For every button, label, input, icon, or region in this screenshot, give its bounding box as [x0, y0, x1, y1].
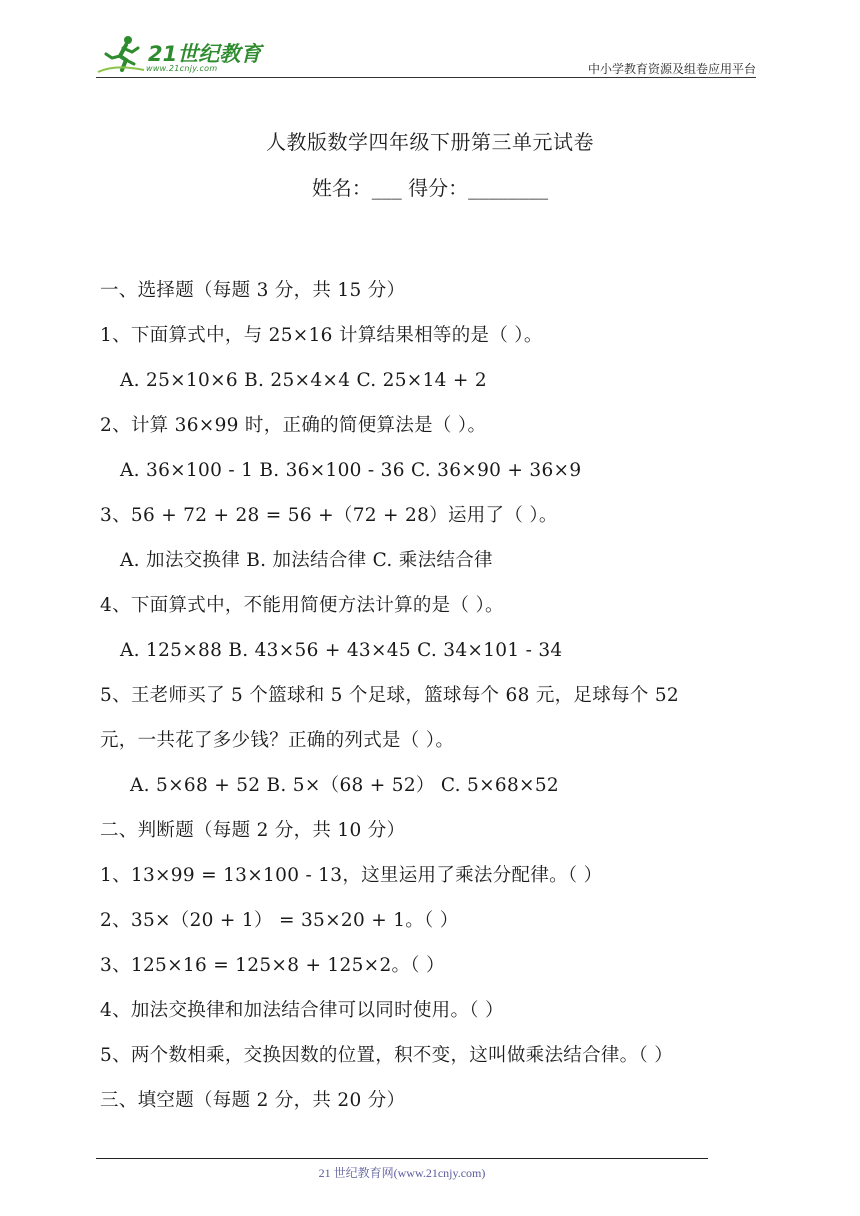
logo-url: www.21cnjy.com	[146, 64, 218, 73]
question-options: A. 25×10×6 B. 25×4×4 C. 25×14 + 2	[120, 370, 487, 391]
question-options: A. 加法交换律 B. 加法结合律 C. 乘法结合律	[120, 550, 493, 571]
logo-text: 21世纪教育	[148, 42, 262, 66]
footer-divider	[96, 1158, 708, 1159]
section-heading: 三、填空题（每题 2 分，共 20 分）	[100, 1090, 406, 1111]
question: 3、125×16 = 125×8 + 125×2。（ ）	[100, 955, 445, 976]
name-score-line: 姓名：___ 得分：________	[311, 176, 549, 200]
question: 3、56 + 72 + 28 = 56 +（72 + 28）运用了（ ）。	[100, 505, 558, 526]
question: 4、下面算式中，不能用简便方法计算的是（ ）。	[100, 595, 504, 616]
site-logo	[96, 34, 266, 78]
question: 4、加法交换律和加法结合律可以同时使用。（ ）	[100, 1000, 504, 1021]
page-footer: 21 世纪教育网(www.21cnjy.com)	[318, 1166, 486, 1180]
question: 2、计算 36×99 时，正确的简便算法是（ ）。	[100, 415, 487, 436]
question-continued: 元，一共花了多少钱？正确的列式是（ ）。	[100, 730, 455, 751]
section-heading: 二、判断题（每题 2 分，共 10 分）	[100, 820, 406, 841]
question: 5、两个数相乘，交换因数的位置，积不变，这叫做乘法结合律。（ ）	[100, 1045, 674, 1066]
section-heading: 一、选择题（每题 3 分，共 15 分）	[100, 280, 406, 301]
header-tagline: 中小学教育资源及组卷应用平台	[587, 62, 756, 76]
page-title: 人教版数学四年级下册第三单元试卷	[266, 130, 594, 154]
question-options: A. 36×100 - 1 B. 36×100 - 36 C. 36×90 + 36×9	[120, 460, 582, 481]
exam-content	[100, 278, 770, 1133]
page-header	[96, 34, 756, 78]
question: 2、35×（20 + 1） = 35×20 + 1。（ ）	[100, 910, 459, 931]
header-divider	[96, 77, 756, 78]
question: 1、13×99 = 13×100 - 13，这里运用了乘法分配律。（ ）	[100, 865, 603, 886]
question: 5、王老师买了 5 个篮球和 5 个足球，篮球每个 68 元，足球每个 52	[100, 685, 679, 706]
question-options: A. 5×68 + 52 B. 5×（68 + 52） C. 5×68×52	[130, 775, 559, 796]
runner-logo-icon	[96, 34, 148, 78]
question-options: A. 125×88 B. 43×56 + 43×45 C. 34×101 - 34	[120, 640, 563, 661]
question: 1、下面算式中，与 25×16 计算结果相等的是（ ）。	[100, 325, 543, 346]
